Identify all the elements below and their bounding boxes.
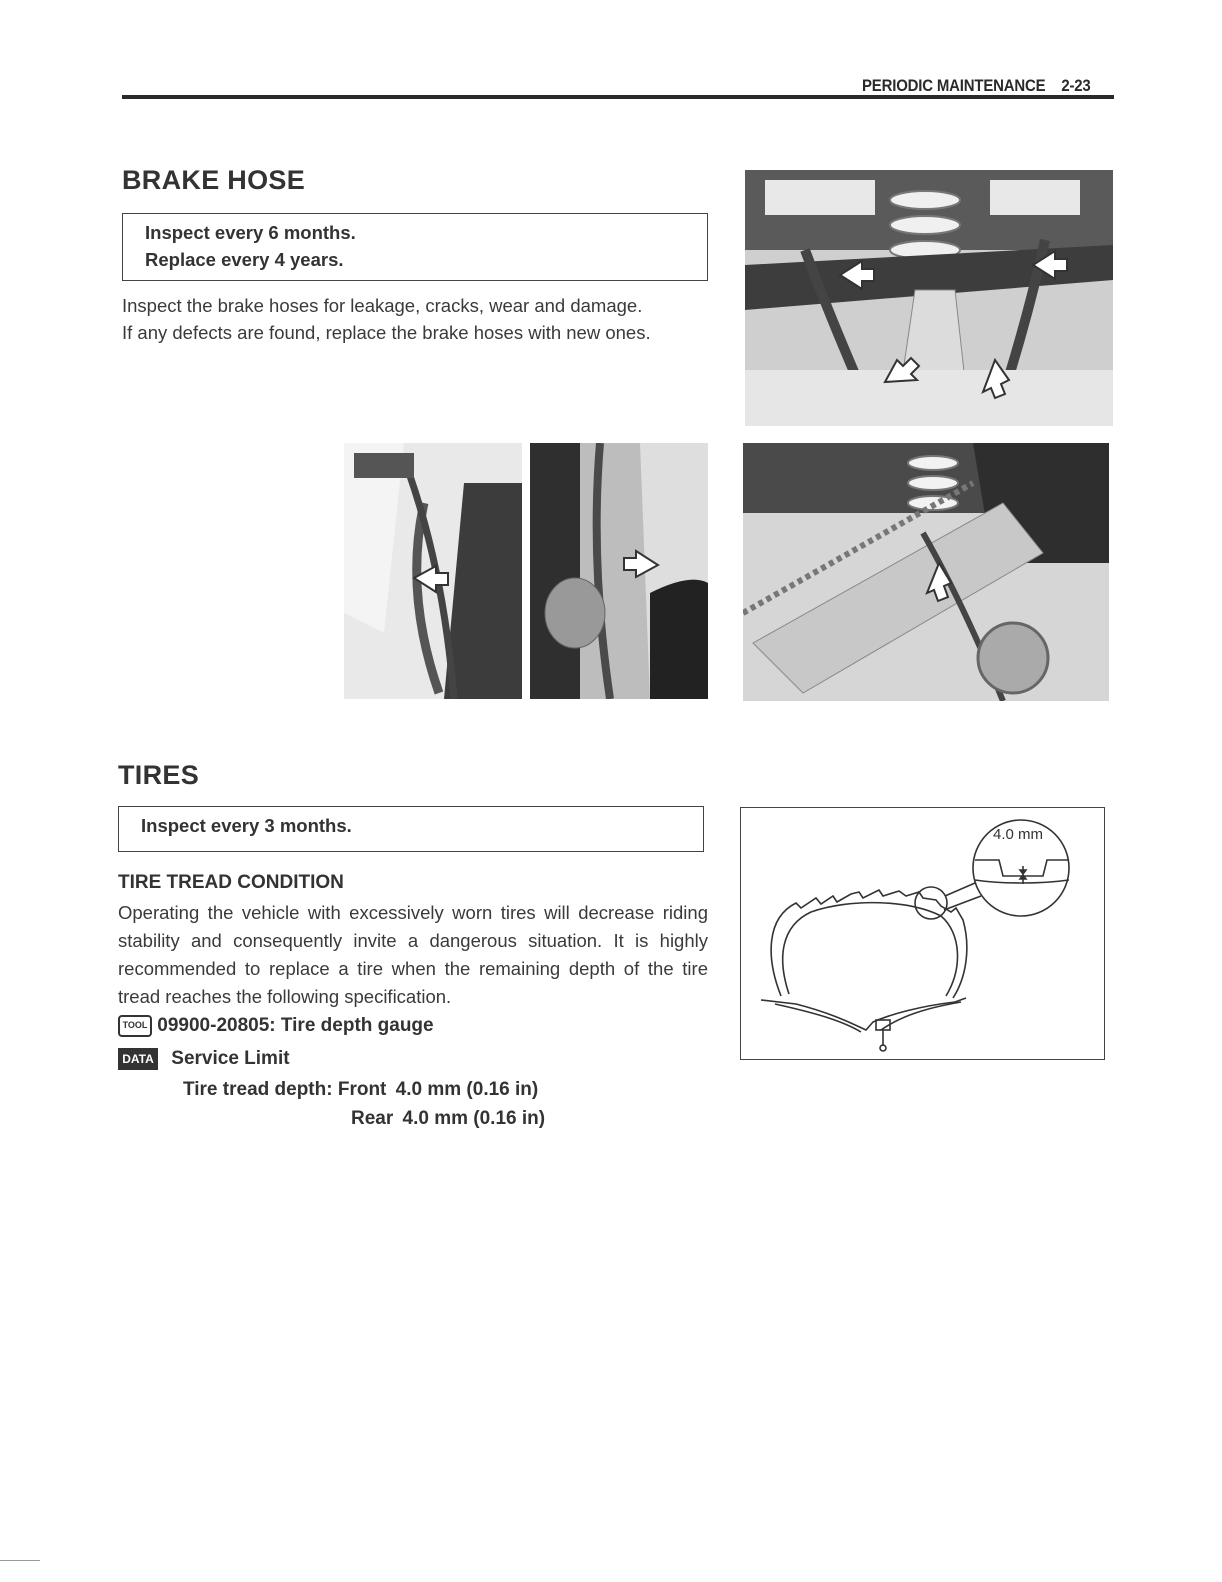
rear-label: Rear [351,1108,394,1129]
notice-line-inspect: Inspect every 6 months. [145,222,356,243]
service-limit-label: Service Limit [171,1048,290,1070]
spec-rear-line [351,1108,545,1130]
brake-hose-text [122,292,722,346]
tool-line [118,1015,434,1037]
running-header [862,76,1091,96]
brake-hose-notice [122,213,708,281]
header-rule [122,95,1114,99]
service-limit-line [118,1048,290,1070]
brake-hose-text-line-2: If any defects are found, replace the brake hoses with new ones. [122,322,651,343]
spec-label: Tire tread depth: [183,1079,333,1100]
brake-hose-text-line-1: Inspect the brake hoses for leakage, cracks, wear and damage. [122,295,643,316]
tires-title: TIRES [118,760,200,790]
tool-icon: TOOL [118,1015,152,1037]
brake-hose-title: BRAKE HOSE [122,165,306,195]
notice-line-replace: Replace every 4 years. [145,249,344,270]
header-section: PERIODIC MAINTENANCE [862,76,1046,95]
front-brake-hose-photo [745,170,1113,426]
tire-cross-section-illustration [741,808,1103,1058]
page-number: 2-23 [1061,76,1091,95]
front-value: 4.0 mm (0.16 in) [395,1079,539,1100]
tires-notice: Inspect every 3 months. [118,806,704,852]
tire-tread-diagram [740,807,1105,1060]
side-brake-hose-photo-2 [530,443,708,699]
tread-depth-label: 4.0 mm [993,826,1044,843]
tire-tread-condition-heading: TIRE TREAD CONDITION [118,872,344,893]
side-brake-hose-photo-1 [344,443,522,699]
tire-tread-text: Operating the vehicle with excessively worn tires will decrease riding stability and consequently invite a dangerous situation. It is highly recommended to replace a tire when the remaining depth of the tire tread reaches the following specification. [118,902,708,1007]
spec-front-line [183,1079,538,1101]
rear-value: 4.0 mm (0.16 in) [402,1108,546,1129]
rear-brake-hose-photo [743,443,1109,701]
data-icon: DATA [118,1048,158,1070]
tool-spec: 09900-20805: Tire depth gauge [157,1015,434,1037]
page-edge-mark [0,1560,40,1561]
front-label: Front [337,1079,387,1100]
